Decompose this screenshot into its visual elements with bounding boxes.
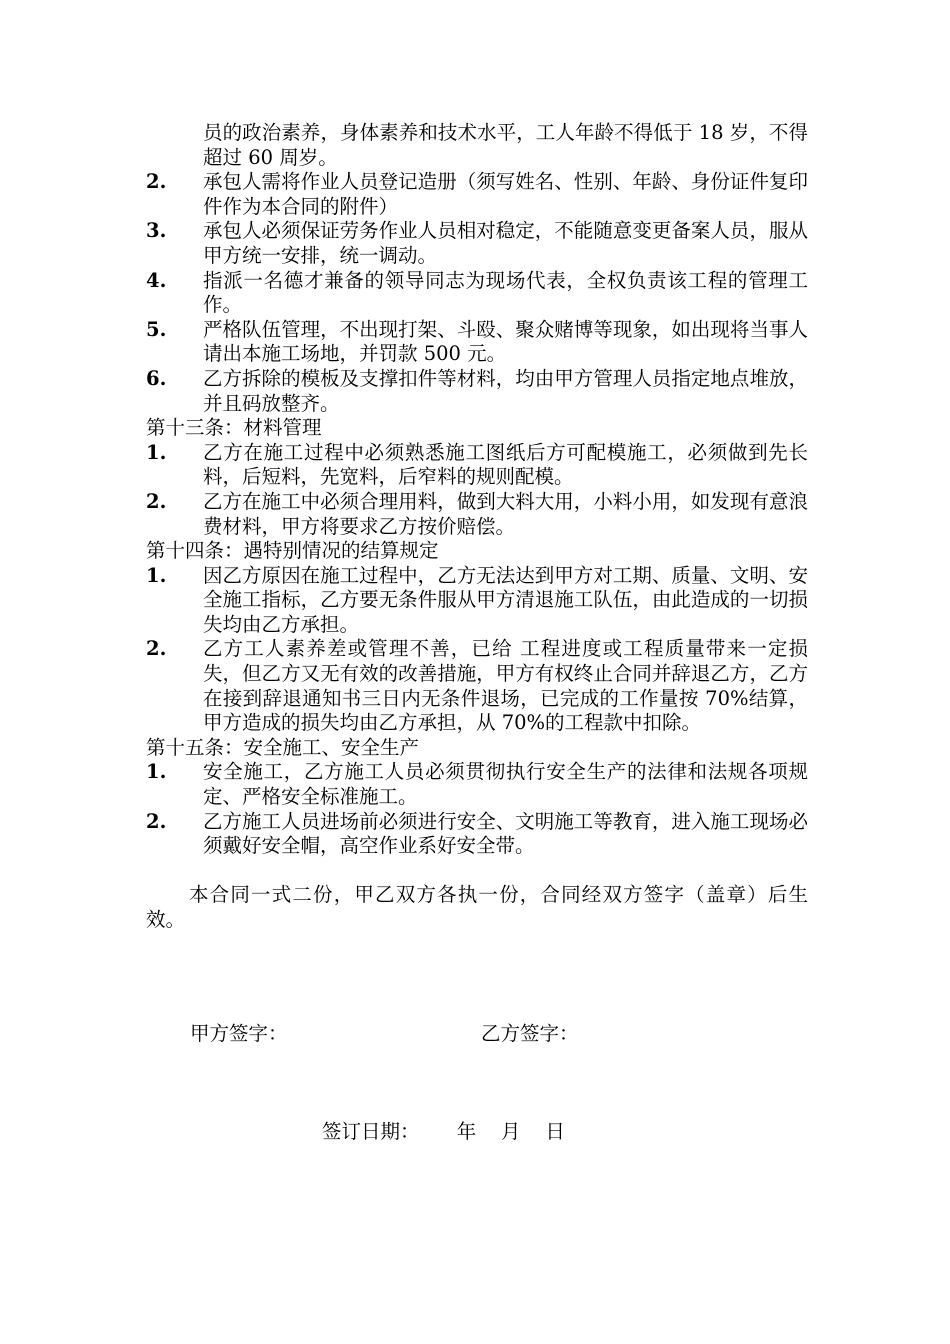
list-item xyxy=(146,441,808,490)
list-item xyxy=(146,170,808,219)
party-a-signature-label: 甲方签字： xyxy=(190,1022,288,1045)
list-item xyxy=(146,219,808,268)
item-number: 1. xyxy=(146,760,167,784)
item-number: 2. xyxy=(146,637,167,661)
item-text: 安全施工，乙方施工人员必须贯彻执行安全生产的法律和法规各项规定、严格安全标准施工。 xyxy=(203,760,808,809)
item-number: 3. xyxy=(146,219,167,243)
section-heading-13: 第十三条：材料管理 xyxy=(146,416,322,440)
date-day: 日 xyxy=(545,1120,565,1143)
item-text: 承包人必须保证劳务作业人员相对稳定，不能随意变更备案人员，服从甲方统一安排，统一调动。 xyxy=(203,219,808,267)
list-item xyxy=(146,760,808,809)
date-month: 月 xyxy=(501,1120,521,1143)
list-item xyxy=(146,637,808,735)
item-number: 2. xyxy=(146,489,167,513)
item-number: 2. xyxy=(146,170,167,194)
item-text: 承包人需将作业人员登记造册（须写姓名、性别、年龄、身份证件复印件作为本合同的附件） xyxy=(203,170,808,218)
party-b-signature-label: 乙方签字： xyxy=(481,1022,579,1045)
item-number: 1. xyxy=(146,440,167,464)
date-year: 年 xyxy=(456,1120,477,1143)
item-number: 6. xyxy=(146,366,167,390)
item-number: 5. xyxy=(146,317,167,341)
list-item xyxy=(146,318,808,367)
list-item xyxy=(146,564,808,638)
item-number: 4. xyxy=(146,268,167,292)
item-text: 指派一名德才兼备的领导同志为现场代表，全权负责该工程的管理工作。 xyxy=(203,268,808,317)
list-item xyxy=(146,121,808,170)
item-text: 乙方在施工中必须合理用料，做到大料大用，小料小用，如发现有意浪费材料，甲方将要求乙方按价赔偿。 xyxy=(203,489,808,538)
spacer xyxy=(146,859,808,884)
item-text: 乙方在施工过程中必须熟悉施工图纸后方可配模施工，必须做到先长料，后短料，先宽料，后窄料的规则配模。 xyxy=(203,440,808,489)
item-text: 因乙方原因在施工过程中，乙方无法达到甲方对工期、质量、文明、安全施工指标，乙方要无条件服从甲方清退施工队伍，由此造成的一切损失均由乙方承担。 xyxy=(203,563,808,636)
item-number: 2. xyxy=(146,809,167,833)
section-heading-14: 第十四条：遇特别情况的结算规定 xyxy=(146,539,439,563)
list-item xyxy=(146,810,808,859)
list-item xyxy=(146,490,808,539)
item-text: 乙方工人素养差或管理不善，已给 工程进度或工程质量带来一定损失，但乙方又无有效的改善措施，甲方有权终止合同并辞退乙方，乙方在接到辞退通知书三日内无条件退场，已完成的工作量按 70%结算，甲方造成的损失均由乙方承担，从 70%的工程款中扣除。 xyxy=(203,637,808,735)
date-label: 签订日期： xyxy=(322,1120,420,1143)
item-text: 员的政治素养，身体素养和技术水平，工人年龄不得低于 18 岁，不得超过 60 周岁。 xyxy=(203,121,808,169)
closing-paragraph: 本合同一式二份，甲乙双方各执一份，合同经双方签字（盖章）后生效。 xyxy=(146,883,808,931)
item-text: 严格队伍管理，不出现打架、斗殴、聚众赌博等现象，如出现将当事人请出本施工场地，并罚款 500 元。 xyxy=(203,317,808,366)
contract-body xyxy=(146,121,808,933)
list-item xyxy=(146,269,808,318)
item-number: 1. xyxy=(146,563,167,587)
item-text: 乙方施工人员进场前必须进行安全、文明施工等教育，进入施工现场必须戴好安全帽，高空作业系好安全带。 xyxy=(203,809,808,858)
list-item xyxy=(146,367,808,416)
signing-date-line xyxy=(322,1120,565,1144)
section-heading-15: 第十五条：安全施工、安全生产 xyxy=(146,735,420,759)
item-text: 乙方拆除的模板及支撑扣件等材料，均由甲方管理人员指定地点堆放，并且码放整齐。 xyxy=(203,366,808,415)
